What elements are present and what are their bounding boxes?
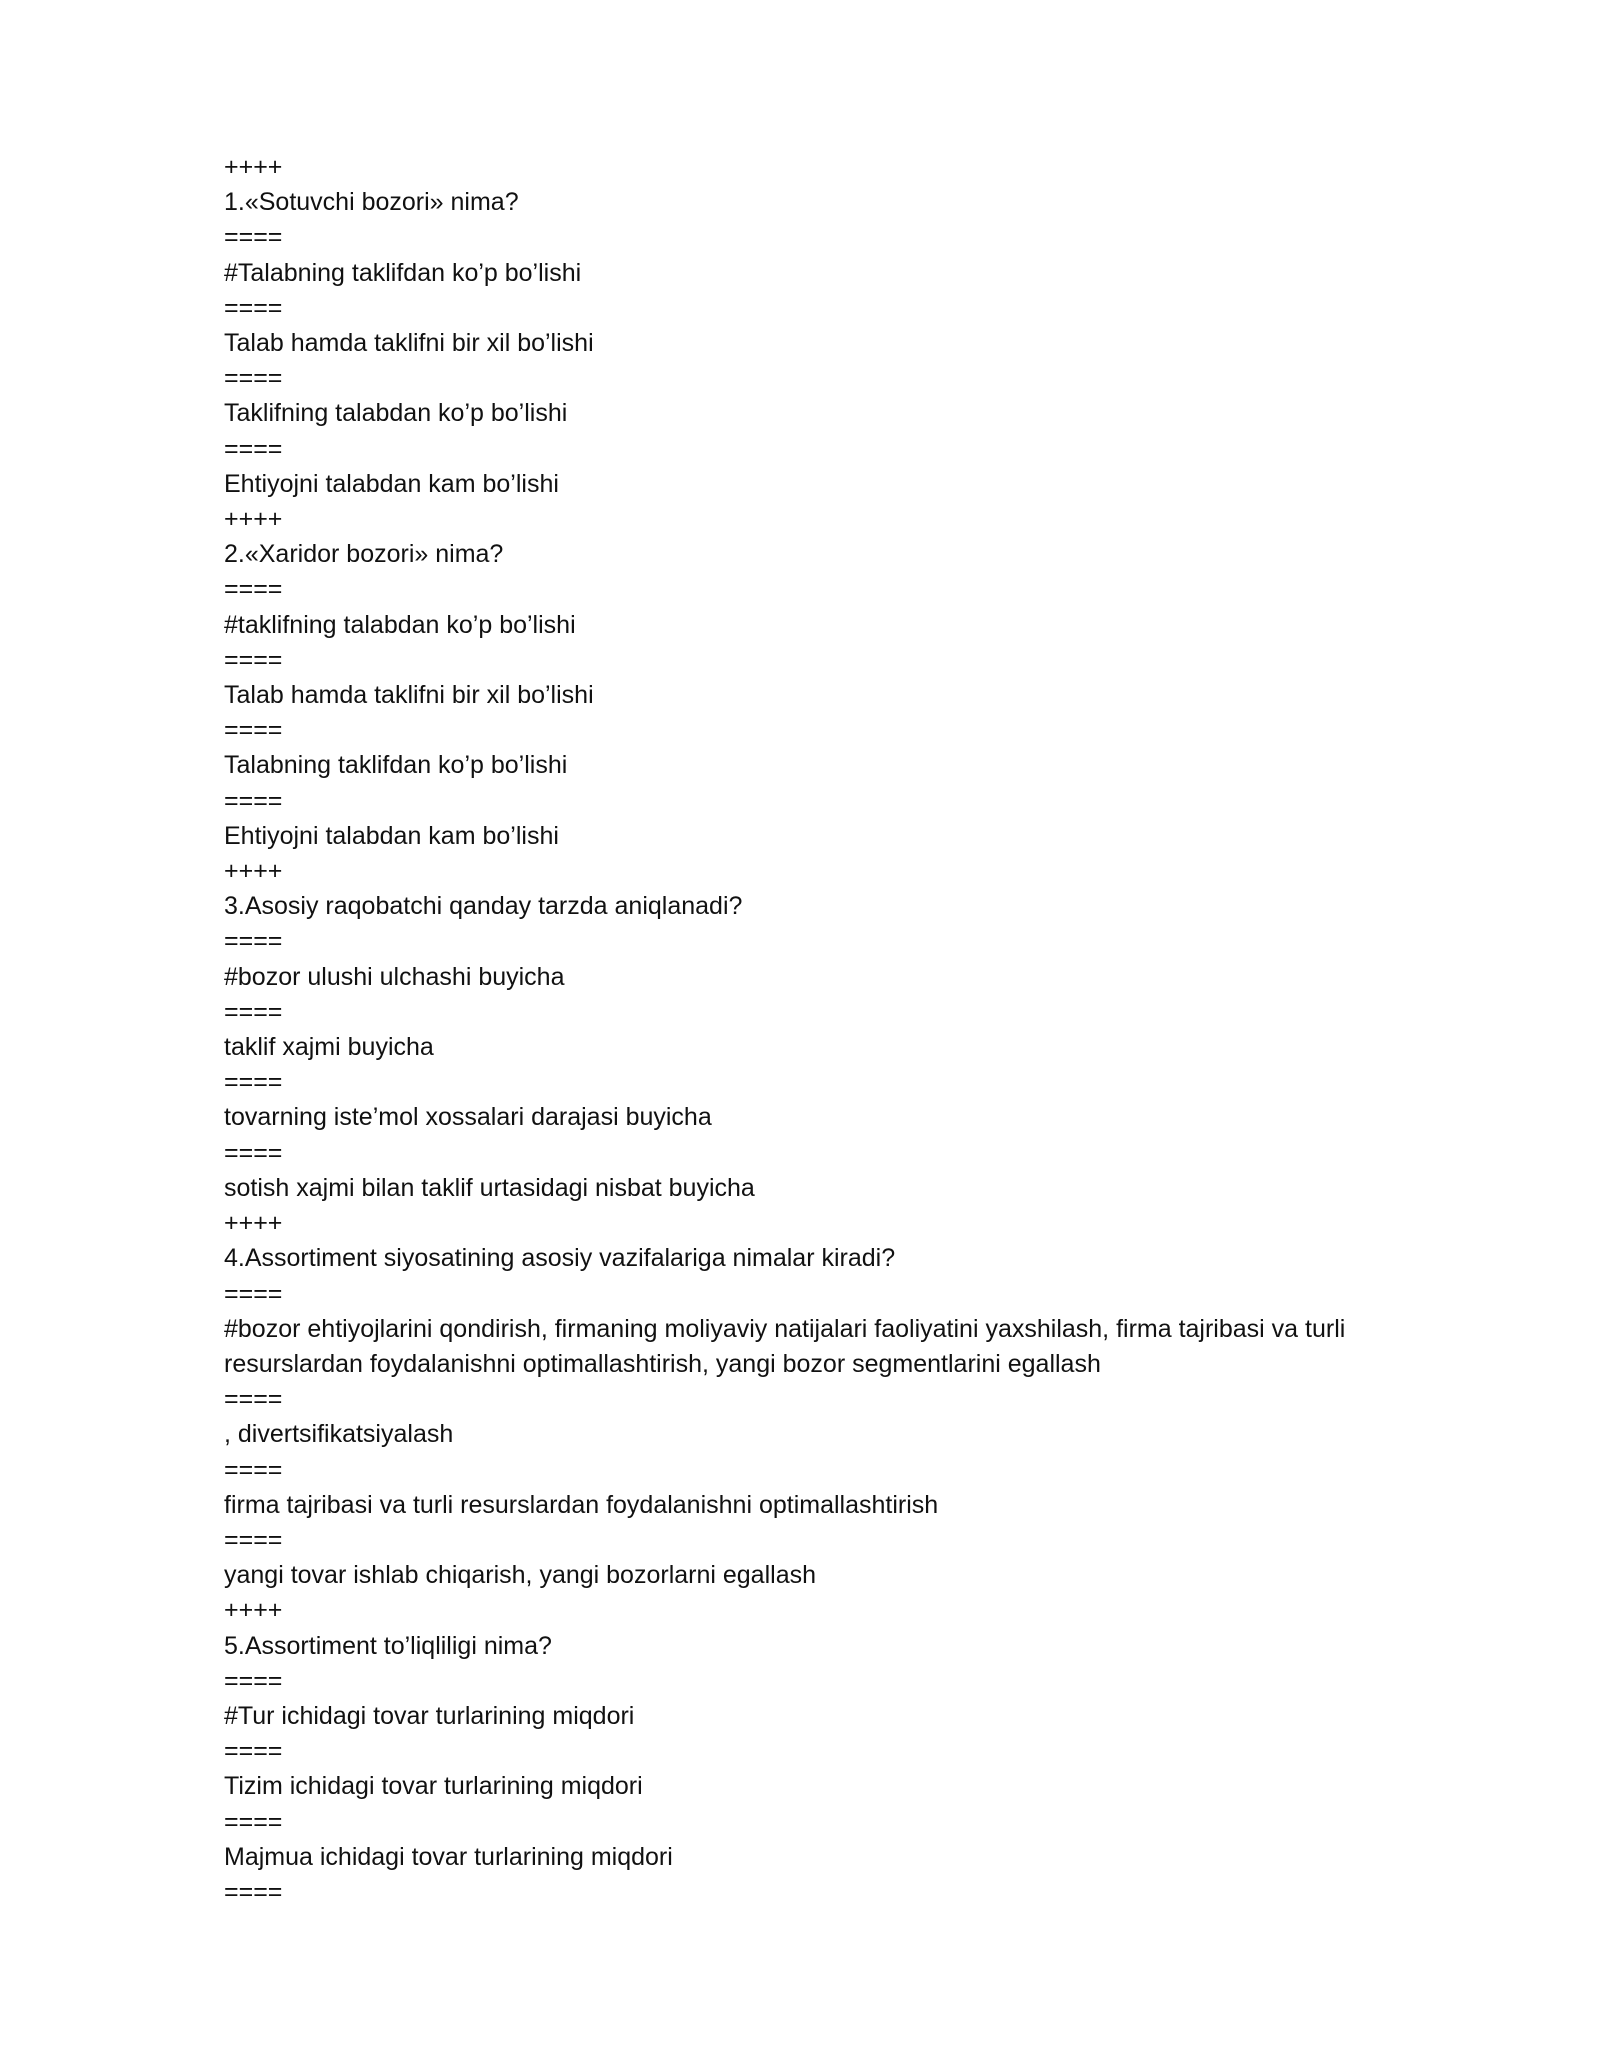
question-text: 2.«Xaridor bozori» nima? <box>224 540 504 569</box>
answer-separator: ==== <box>224 575 283 604</box>
answer-option: Tizim ichidagi tovar turlarining miqdori <box>224 1772 643 1801</box>
correct-answer: #taklifning talabdan ko’p bo’lishi <box>224 610 576 639</box>
correct-answer: #Talabning taklifdan ko’p bo’lishi <box>224 258 582 287</box>
answer-separator: ==== <box>224 1666 283 1695</box>
answer-option: Talab hamda taklifni bir xil bo’lishi <box>224 681 594 710</box>
answer-separator: ==== <box>224 1455 283 1484</box>
answer-separator: ==== <box>224 293 283 322</box>
answer-separator: ==== <box>224 223 283 252</box>
answer-separator: ==== <box>224 716 283 745</box>
question-separator: ++++ <box>224 1209 283 1238</box>
answer-option: firma tajribasi va turli resurslardan foydalanishni optimallashtirish <box>224 1490 939 1519</box>
answer-separator: ==== <box>224 997 283 1026</box>
question-separator: ++++ <box>224 505 283 534</box>
answer-option: Taklifning talabdan ko’p bo’lishi <box>224 399 568 428</box>
correct-answer: #bozor ulushi ulchashi buyicha <box>224 962 565 991</box>
document-page <box>224 150 1454 1910</box>
answer-option: Ehtiyojni talabdan kam bo’lishi <box>224 821 559 850</box>
question-text: 3.Asosiy raqobatchi qanday tarzda aniqlanadi? <box>224 892 743 921</box>
answer-separator: ==== <box>224 434 283 463</box>
answer-separator: ==== <box>224 1737 283 1766</box>
correct-answer: #bozor ehtiyojlarini qondirish, firmaning moliyaviy natijalari faoliyatini yaxshilash, firma tajribasi va turli resurslardan foydalanishni optimallashtirish, yangi bozor segmentlarini egallash <box>224 1314 1346 1378</box>
answer-option: Talabning taklifdan ko’p bo’lishi <box>224 751 568 780</box>
question-separator: ++++ <box>224 857 283 886</box>
answer-option: Ehtiyojni talabdan kam bo’lishi <box>224 469 559 498</box>
answer-separator: ==== <box>224 364 283 393</box>
answer-separator: ==== <box>224 645 283 674</box>
answer-option: tovarning iste’mol xossalari darajasi buyicha <box>224 1103 712 1132</box>
question-text: 1.«Sotuvchi bozori» nima? <box>224 188 519 217</box>
answer-separator: ==== <box>224 1279 283 1308</box>
answer-separator: ==== <box>224 1068 283 1097</box>
answer-option: yangi tovar ishlab chiqarish, yangi bozorlarni egallash <box>224 1561 817 1590</box>
answer-option: taklif xajmi buyicha <box>224 1033 434 1062</box>
answer-separator: ==== <box>224 1807 283 1836</box>
answer-separator: ==== <box>224 1525 283 1554</box>
answer-option: , divertsifikatsiyalash <box>224 1420 454 1449</box>
answer-separator: ==== <box>224 786 283 815</box>
answer-separator: ==== <box>224 1877 283 1906</box>
answer-separator: ==== <box>224 927 283 956</box>
question-text: 5.Assortiment to’liqliligi nima? <box>224 1631 552 1660</box>
answer-separator: ==== <box>224 1385 283 1414</box>
answer-option: sotish xajmi bilan taklif urtasidagi nisbat buyicha <box>224 1173 755 1202</box>
question-separator: ++++ <box>224 1596 283 1625</box>
answer-option: Majmua ichidagi tovar turlarining miqdori <box>224 1842 673 1871</box>
answer-separator: ==== <box>224 1138 283 1167</box>
question-separator: ++++ <box>224 153 283 181</box>
answer-option: Talab hamda taklifni bir xil bo’lishi <box>224 329 594 358</box>
correct-answer: #Tur ichidagi tovar turlarining miqdori <box>224 1701 635 1730</box>
question-text: 4.Assortiment siyosatining asosiy vazifalariga nimalar kiradi? <box>224 1244 896 1273</box>
